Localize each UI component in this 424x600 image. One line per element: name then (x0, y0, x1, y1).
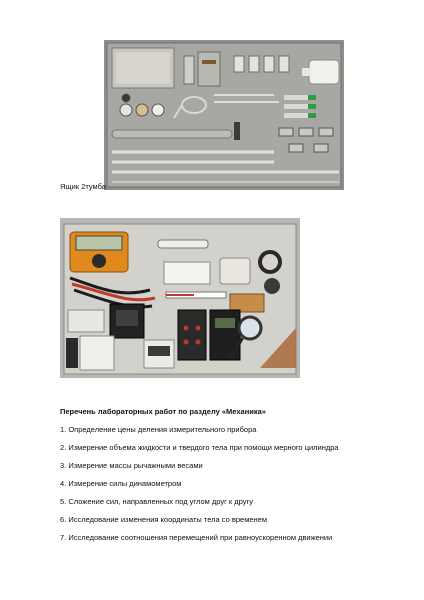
lab-work-item-3: 3. Измерение массы рычажными весами (60, 461, 203, 470)
lab-work-item-2: 2. Измерение объема жидкости и твердого тела при помощи мерного цилиндра (60, 443, 339, 452)
section-title: Перечень лабораторных работ по разделу «Механика» (60, 407, 266, 416)
equipment-drawer-photo-1 (104, 40, 344, 190)
lab-work-item-1: 1. Определение цены деления измерительного прибора (60, 425, 257, 434)
figure-1-caption: Ящик 2тумба (60, 182, 106, 191)
lab-work-item-4: 4. Измерение силы динамометром (60, 479, 182, 488)
drawer-2-illustration (60, 218, 300, 378)
lab-work-item-6: 6. Исследование изменения координаты тела со временем (60, 515, 268, 524)
equipment-drawer-photo-2 (60, 218, 300, 378)
lab-work-item-7: 7. Исследование соотношения перемещений при равноускоренном движении (60, 533, 333, 542)
drawer-1-illustration (104, 40, 344, 190)
lab-work-item-5: 5. Сложение сил, направленных под углом друг к другу (60, 497, 253, 506)
